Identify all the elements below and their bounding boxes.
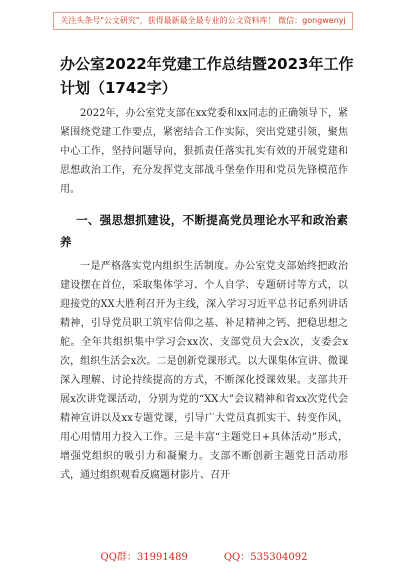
paragraph-section-one: 一是严格落实党内组织生活制度。办公室党支部始终把政治建设摆在首位，采取集体学习、个人自学、专题研讨等方式，以迎接党的XX大胜利召开为主线，深入学习习近平总书记系列讲话精神，引导党员职工筑牢信仰之基、补足精神之钙、把稳思想之舵。全年共组织集中学习会xx次、支部党员大会x次，支委会x次，组织生活会x次。二是创新党课形式。以大课集体宣讲、微课深入理解、讨论持续提高的方式，不断深化授课效果。支部共开展x次讲党课活动，分别为党的“XX大”会议精神和省xx次党代会精神宣讲以及xx专题党课，引导广大党员真抓实干、转变作风，用心用情用力投入工作。三是丰富“主题党日+具体活动”形式，增强党组织的吸引力和凝聚力。支部不断创新主题党日活动形式，通过组织观看反腐题材影片、召开 [60, 261, 348, 481]
qq-number: QQ：535304092 [223, 552, 308, 563]
paragraph-intro: 2022年，办公室党支部在xx党委和xx同志的正确领导下，紧紧围绕党建工作要点，紧密结合工作实际，突出党建引领，聚焦中心工作，坚持问题导向，狠抓责任落实扎实有效的开展党建和思想政治工作，充分发挥党支部战斗堡垒作用和党员先锋模范作用。 [60, 108, 349, 195]
qq-group-number: QQ群：31991489 [100, 552, 188, 563]
document-title: 办公室2022年党建工作总结暨2023年工作计划（1742字） [60, 55, 354, 97]
contact-footer [0, 548, 408, 568]
section-heading: 一、强思想抓建设，不断提高党员理论水平和政治素养 [60, 213, 348, 249]
promo-banner: 关注头条号"公文研究"，获得最新最全最专业的公文资料库！ 微信：gongwenyj [53, 12, 353, 30]
document-body [60, 104, 348, 487]
